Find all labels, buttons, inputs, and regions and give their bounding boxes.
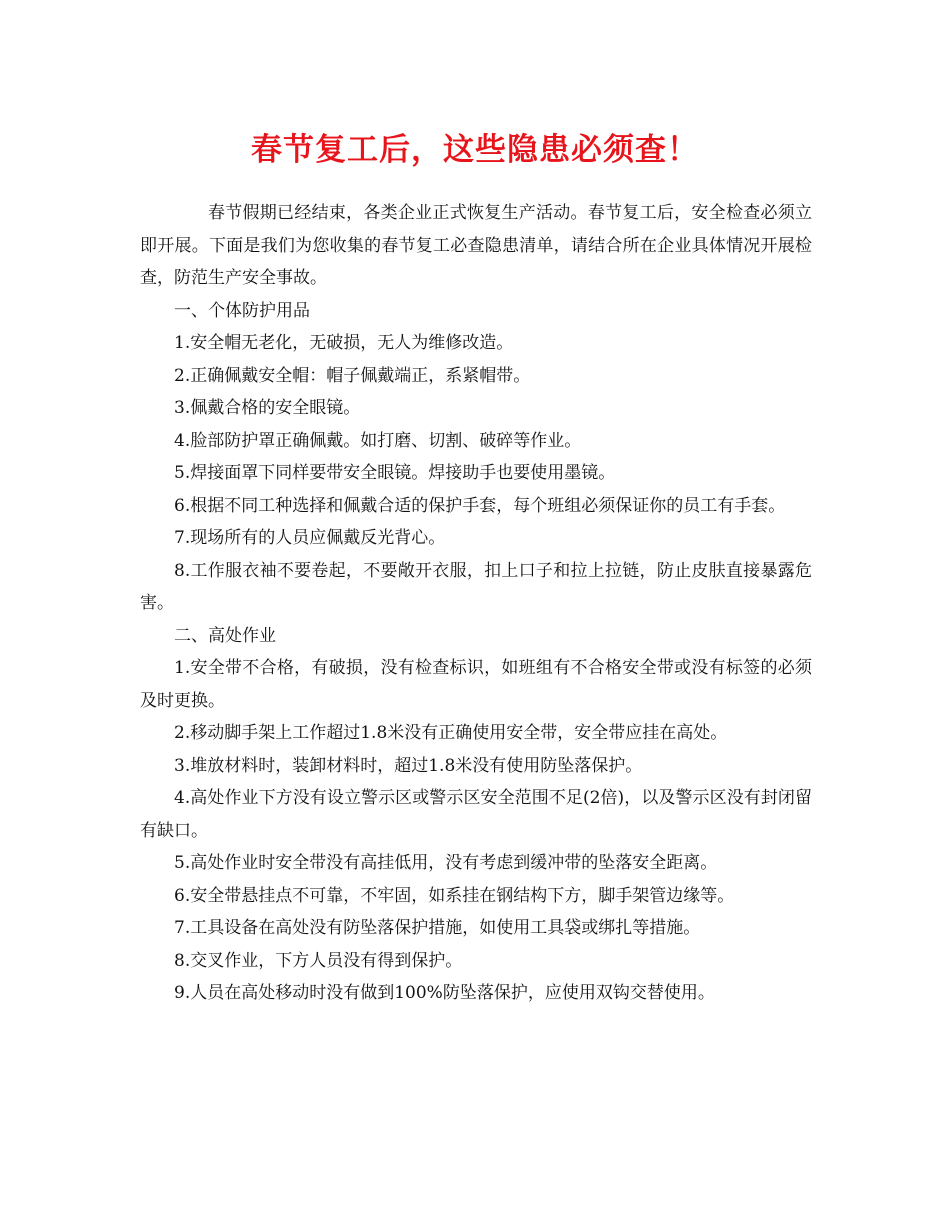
ppe-item: 7.现场所有的人员应佩戴反光背心。	[174, 528, 446, 548]
intro-paragraph: 春节假期已经结束，各类企业正式恢复生产活动。春节复工后，安全检查必须立即开展。下面是我们为您收集的春节复工必查隐患清单，请结合所在企业具体情况开展检查，防范生产安全事故。	[140, 203, 812, 288]
ppe-item: 3.佩戴合格的安全眼镜。	[174, 398, 361, 418]
ppe-item: 2.正确佩戴安全帽：帽子佩戴端正，系紧帽带。	[174, 365, 531, 386]
height-work-item: 3.堆放材料时，装卸材料时，超过1.8米没有使用防坠落保护。	[174, 755, 643, 776]
ppe-item: 1.安全帽无老化，无破损，无人为维修改造。	[174, 333, 514, 353]
section-heading-height-work: 二、高处作业	[174, 625, 276, 646]
height-work-item: 2.移动脚手架上工作超过1.8米没有正确使用安全带，安全带应挂在高处。	[174, 723, 728, 743]
document-title: 春节复工后，这些隐患必须查！	[251, 132, 699, 168]
document-body	[140, 197, 812, 1010]
ppe-item: 5.焊接面罩下同样要带安全眼镜。焊接助手也要使用墨镜。	[174, 463, 616, 483]
height-work-item: 9.人员在高处移动时没有做到100%防坠落保护，应使用双钩交替使用。	[174, 983, 715, 1003]
ppe-item: 6.根据不同工种选择和佩戴合适的保护手套，每个班组必须保证你的员工有手套。	[174, 495, 786, 516]
height-work-item: 6.安全带悬挂点不可靠，不牢固，如系挂在钢结构下方，脚手架管边缘等。	[174, 885, 735, 906]
ppe-item: 4.脸部防护罩正确佩戴。如打磨、切割、破碎等作业。	[174, 430, 582, 451]
height-work-item: 7.工具设备在高处没有防坠落保护措施，如使用工具袋或绑扎等措施。	[174, 918, 701, 938]
section-heading-ppe: 一、个体防护用品	[174, 300, 310, 321]
height-work-item: 1.安全带不合格，有破损，没有检查标识，如班组有不合格安全带或没有标签的必须及时更换。	[140, 658, 812, 711]
height-work-item: 8.交叉作业，下方人员没有得到保护。	[174, 950, 463, 971]
height-work-item: 5.高处作业时安全带没有高挂低用，没有考虑到缓冲带的坠落安全距离。	[174, 853, 718, 873]
ppe-item: 8.工作服衣袖不要卷起，不要敞开衣服，扣上口子和拉上拉链，防止皮肤直接暴露危害。	[140, 560, 812, 613]
height-work-item: 4.高处作业下方没有设立警示区或警示区安全范围不足(2倍)，以及警示区没有封闭留有缺口。	[140, 788, 812, 841]
